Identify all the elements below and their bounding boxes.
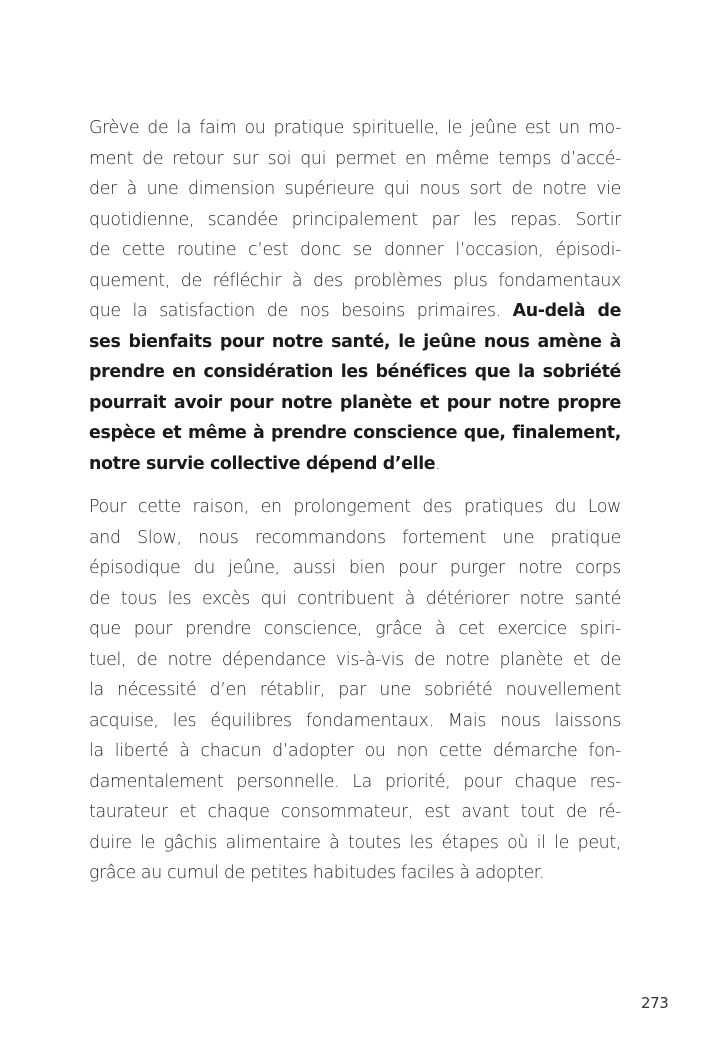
text-line: de tous les excès qui contribuent à détériorer notre santé [89, 588, 621, 609]
text-line: Grève de la faim ou pratique spirituelle, le jeûne est un mo- [89, 118, 621, 138]
text-line: ment de retour sur soi qui permet en même temps d’accé- [89, 148, 621, 169]
text-line: Pour cette raison, en prolongement des pratiques du Low [89, 497, 621, 517]
text-line: de cette routine c’est donc se donner l’occasion, épisodi- [89, 240, 621, 260]
paragraph-1 [89, 113, 621, 479]
text-line: damentalement personnelle. La priorité, pour chaque res- [89, 771, 621, 792]
bold-text-line: pourrait avoir pour notre planète et pour notre propre [89, 392, 621, 413]
text-line: tuel, de notre dépendance vis-à-vis de notre planète et de [89, 649, 621, 670]
text-line: der à une dimension supérieure qui nous sort de notre vie [89, 179, 621, 199]
text-line: que la satisfaction de nos besoins primaires. Au-delà de [89, 301, 622, 321]
bold-text-line: espèce et même à prendre conscience que, finalement, [89, 423, 621, 443]
text-line: quement, de réfléchir à des problèmes plus fondamentaux [89, 270, 621, 291]
paragraph-2 [89, 492, 621, 889]
text-line: que pour prendre conscience, grâce à cet exercice spiri- [89, 619, 621, 639]
text-line: notre survie collective dépend d’elle. [89, 453, 441, 474]
text-line: duire le gâchis alimentaire à toutes les étapes où il le peut, [89, 832, 621, 853]
text-line: la nécessité d’en rétablir, par une sobriété nouvellement [89, 680, 621, 700]
bold-text-line: ses bienfaits pour notre santé, le jeûne nous amène à [89, 331, 621, 352]
text-line: quotidienne, scandée principalement par les repas. Sortir [89, 209, 621, 230]
text-line: and Slow, nous recommandons fortement une pratique [89, 527, 621, 548]
bold-text: notre survie collective dépend d’elle [89, 453, 436, 474]
bold-text-line: prendre en considération les bénéfices que la sobriété [89, 362, 621, 382]
page-number: 273 [641, 994, 669, 1012]
text-line: la liberté à chacun d’adopter ou non cette démarche fon- [89, 741, 621, 761]
bold-text: Au-delà de [512, 301, 622, 321]
text-line: épisodique du jeûne, aussi bien pour purger notre corps [89, 558, 621, 578]
text-line: taurateur et chaque consommateur, est avant tout de ré- [89, 802, 621, 822]
text-line: grâce au cumul de petites habitudes faciles à adopter. [89, 863, 545, 883]
text-line: acquise, les équilibres fondamentaux. Mais nous laissons [89, 710, 621, 731]
